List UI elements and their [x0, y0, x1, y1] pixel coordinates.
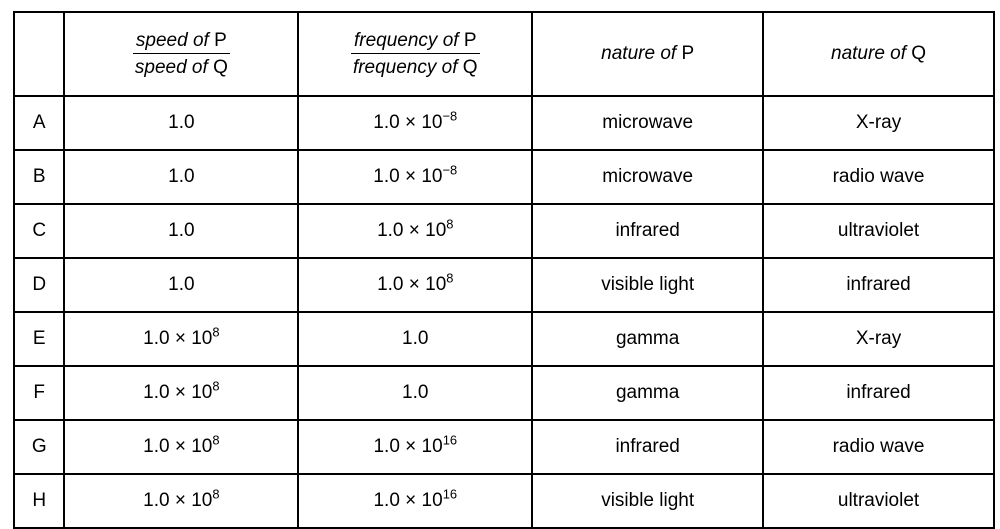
speed-ratio-numerator: speed of P — [133, 29, 230, 54]
header-nature-of-p: nature of P — [532, 12, 763, 96]
cell-nature-p: microwave — [532, 96, 763, 150]
cell-speed-ratio: 1.0 — [64, 150, 298, 204]
table-row[interactable] — [14, 96, 994, 150]
option-letter: F — [14, 366, 64, 420]
cell-nature-p: microwave — [532, 150, 763, 204]
table-row[interactable] — [14, 474, 994, 528]
option-letter: B — [14, 150, 64, 204]
header-speed-ratio — [64, 12, 298, 96]
speed-ratio-fraction — [133, 29, 230, 79]
option-letter: C — [14, 204, 64, 258]
cell-nature-p: gamma — [532, 312, 763, 366]
cell-frequency-ratio: $1.0 \times 10^{16}$ — [298, 420, 532, 474]
cell-speed-ratio: 1.0 — [64, 96, 298, 150]
cell-frequency-ratio: $1.0 \times 10^{16}$ — [298, 474, 532, 528]
table-corner-cell — [14, 12, 64, 96]
table-row[interactable] — [14, 204, 994, 258]
option-letter: D — [14, 258, 64, 312]
options-table — [13, 11, 995, 529]
table-row[interactable] — [14, 420, 994, 474]
cell-nature-p: infrared — [532, 204, 763, 258]
option-letter: A — [14, 96, 64, 150]
table-row[interactable] — [14, 150, 994, 204]
cell-frequency-ratio: $1.0 \times 10^8$ — [298, 258, 532, 312]
table-row[interactable] — [14, 258, 994, 312]
cell-speed-ratio: $1.0 \times 10^8$ — [64, 420, 298, 474]
cell-nature-q: radio wave — [763, 150, 994, 204]
cell-nature-p: gamma — [532, 366, 763, 420]
cell-nature-q: ultraviolet — [763, 204, 994, 258]
cell-nature-q: ultraviolet — [763, 474, 994, 528]
cell-speed-ratio: $1.0 \times 10^8$ — [64, 474, 298, 528]
cell-frequency-ratio: 1.0 — [298, 366, 532, 420]
frequency-ratio-numerator: frequency of P — [351, 29, 480, 54]
cell-speed-ratio: 1.0 — [64, 204, 298, 258]
speed-ratio-denominator: speed of Q — [134, 57, 228, 78]
cell-nature-p: infrared — [532, 420, 763, 474]
option-letter: G — [14, 420, 64, 474]
table-header-row — [14, 12, 994, 96]
cell-nature-q: infrared — [763, 366, 994, 420]
cell-nature-q: infrared — [763, 258, 994, 312]
option-letter: E — [14, 312, 64, 366]
cell-speed-ratio: 1.0 — [64, 258, 298, 312]
table-row[interactable] — [14, 312, 994, 366]
frequency-ratio-fraction — [351, 29, 480, 79]
cell-frequency-ratio: $1.0 \times 10^8$ — [298, 204, 532, 258]
frequency-ratio-denominator: frequency of Q — [352, 57, 478, 78]
option-letter: H — [14, 474, 64, 528]
cell-speed-ratio: $1.0 \times 10^8$ — [64, 312, 298, 366]
cell-nature-q: X-ray — [763, 312, 994, 366]
cell-frequency-ratio: $1.0 \times 10^{-8}$ — [298, 96, 532, 150]
header-frequency-ratio — [298, 12, 532, 96]
header-nature-of-q: nature of Q — [763, 12, 994, 96]
cell-frequency-ratio: 1.0 — [298, 312, 532, 366]
cell-speed-ratio: $1.0 \times 10^8$ — [64, 366, 298, 420]
cell-frequency-ratio: $1.0 \times 10^{-8}$ — [298, 150, 532, 204]
cell-nature-q: radio wave — [763, 420, 994, 474]
cell-nature-p: visible light — [532, 258, 763, 312]
table-row[interactable] — [14, 366, 994, 420]
cell-nature-q: X-ray — [763, 96, 994, 150]
cell-nature-p: visible light — [532, 474, 763, 528]
